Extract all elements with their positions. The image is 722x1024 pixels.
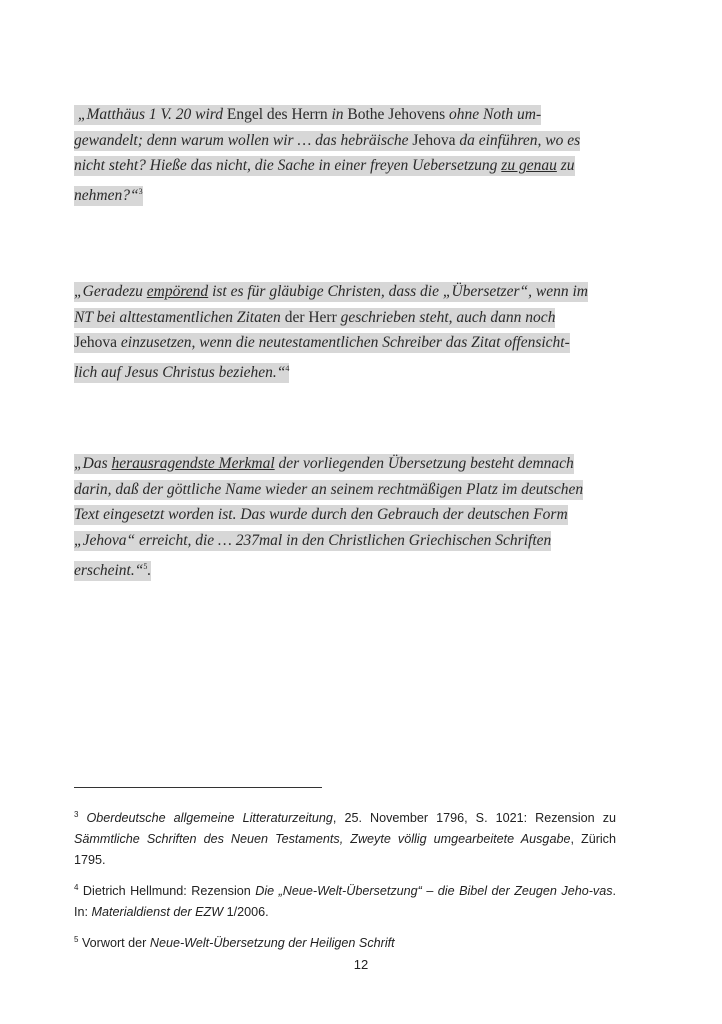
footnotes xyxy=(74,804,616,961)
page-number: 12 xyxy=(353,957,369,972)
quote-line: NT bei alttestamentlichen Zitaten der Herr geschrieben steht, auch dann noch xyxy=(74,308,556,326)
quote-line: „Matthäus 1 V. 20 wird Engel des Herrn in Bothe Jehovens ohne Noth um- xyxy=(74,102,615,128)
quote-line: Text eingesetzt worden ist. Das wurde durch den Gebrauch der deutschen Form xyxy=(74,506,568,524)
quote-block-3 xyxy=(74,451,615,579)
footnote-ref-4[interactable]: 4 xyxy=(285,363,290,373)
quote-line: „Das herausragendste Merkmal der vorliegenden Übersetzung besteht demnach xyxy=(74,455,574,472)
quote-line: nehmen?“$^3$ xyxy=(74,186,143,204)
quote-line: lich auf Jesus Christus beziehen.“$^4$ xyxy=(74,363,290,381)
footnote-ref-5[interactable]: 5 xyxy=(143,561,148,571)
quote-line: Jehova einzusetzen, wenn die neutestamentlichen Schreiber das Zitat offensicht- xyxy=(74,334,570,352)
footnote-4: $^4$ Dietrich Hellmund: Rezension Die „Neue-Welt-Übersetzung“ – die Bibel der Zeugen Jeho-vas. In: Materialdienst der EZW 1/2006. xyxy=(74,883,617,920)
footnote-separator xyxy=(74,787,322,788)
footnote-ref-3[interactable]: 3 xyxy=(138,186,143,196)
quote-line: gewandelt; denn warum wollen wir … das hebräische Jehova da einführen, wo es xyxy=(74,131,581,149)
quote-line: „Geradezu empörend ist es für gläubige Christen, dass die „Übersetzer“, wenn im xyxy=(74,283,588,300)
quote-block-2 xyxy=(74,279,615,381)
quote-line: nicht steht? Hieße das nicht, die Sache in einer freyen Uebersetzung zu genau zu xyxy=(74,157,575,175)
quote-line: erscheint.“$^5$. xyxy=(74,561,152,579)
footnote-5: $^5$ Vorwort der Neue-Welt-Übersetzung der Heiligen Schrift xyxy=(74,935,395,951)
footnote-3: $^3$ Oberdeutsche allgemeine Litteraturzeitung, 25. November 1796, S. 1021: Rezension zu Sämmtliche Schriften des Neuen Testaments, Zweyte völlig umgearbeitete Ausgabe, Zürich 1795. xyxy=(74,810,617,868)
quote-block-1 xyxy=(74,102,615,204)
quote-line: darin, daß der göttliche Name wieder an seinem rechtmäßigen Platz im deutschen xyxy=(74,480,584,498)
quote-line: „Jehova“ erreicht, die … 237mal in den Christlichen Griechischen Schriften xyxy=(74,531,552,549)
